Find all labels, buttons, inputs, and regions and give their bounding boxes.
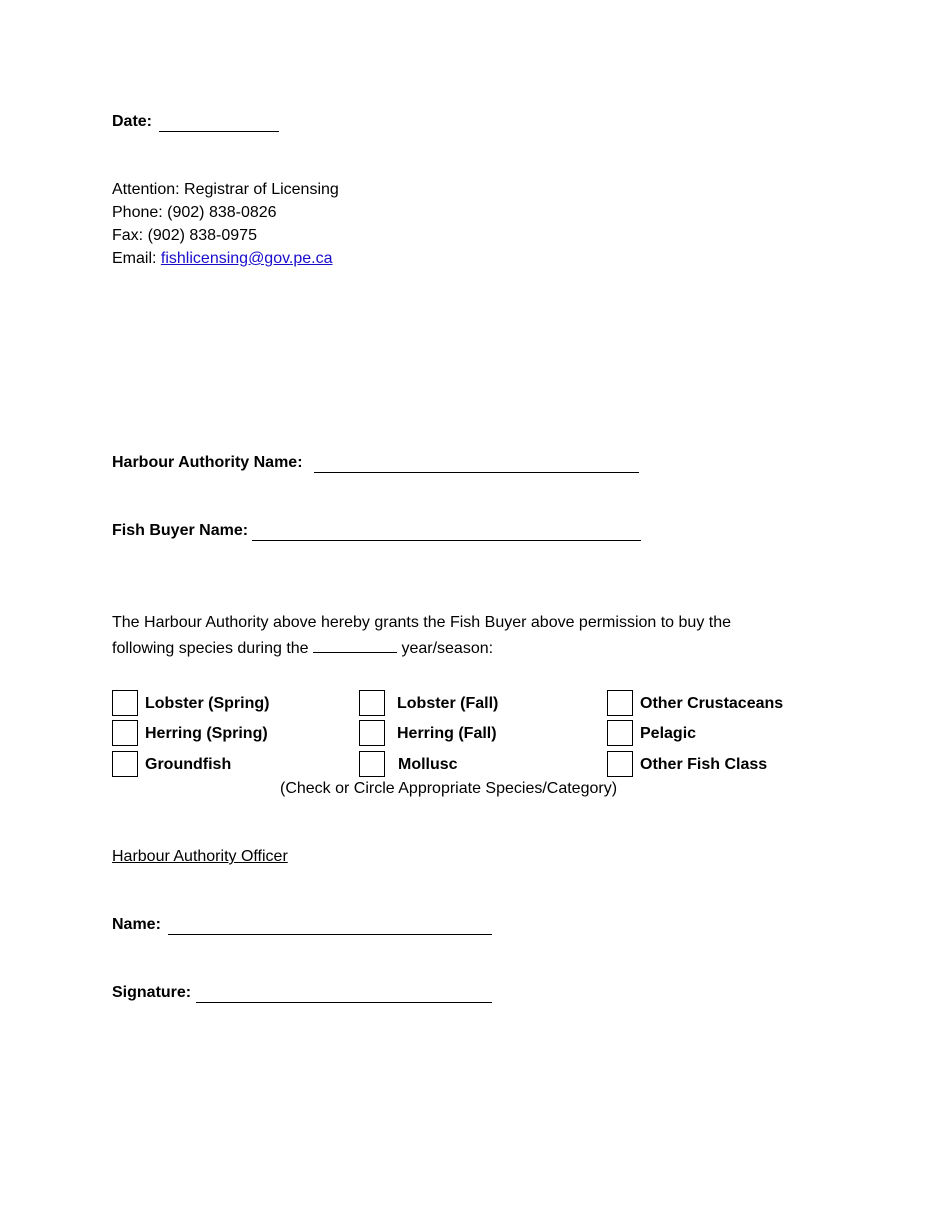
checkbox-pelagic[interactable] bbox=[607, 720, 633, 746]
checkbox-mollusc[interactable] bbox=[359, 751, 385, 777]
species-label-herring-spring: Herring (Spring) bbox=[145, 725, 268, 742]
species-label-lobster-spring: Lobster (Spring) bbox=[145, 695, 270, 712]
checkbox-lobster-spring[interactable] bbox=[112, 690, 138, 716]
statement-line-2-suffix: year/season: bbox=[397, 640, 494, 657]
harbour-authority-name-field[interactable] bbox=[314, 472, 639, 473]
date-label: Date: bbox=[112, 113, 153, 130]
checkbox-other-crustaceans[interactable] bbox=[607, 690, 633, 716]
email-line bbox=[112, 247, 333, 270]
statement-line-1: The Harbour Authority above hereby grants the Fish Buyer above permission to buy the bbox=[112, 614, 732, 631]
species-label-pelagic: Pelagic bbox=[640, 725, 697, 742]
fax-line: Fax: (902) 838-0975 bbox=[112, 227, 257, 244]
statement-line-2 bbox=[112, 636, 493, 662]
email-link[interactable]: fishlicensing@gov.pe.ca bbox=[160, 250, 333, 267]
phone-line: Phone: (902) 838-0826 bbox=[112, 204, 277, 221]
species-label-groundfish: Groundfish bbox=[145, 756, 232, 773]
species-label-mollusc: Mollusc bbox=[398, 756, 458, 773]
species-label-other-fish-class: Other Fish Class bbox=[640, 756, 768, 773]
species-label-other-crustaceans: Other Crustaceans bbox=[640, 695, 784, 712]
checkbox-other-fish-class[interactable] bbox=[607, 751, 633, 777]
officer-name-label: Name: bbox=[112, 916, 161, 933]
fish-buyer-name-field[interactable] bbox=[252, 540, 641, 541]
fish-buyer-name-label: Fish Buyer Name: bbox=[112, 522, 249, 539]
checkbox-herring-fall[interactable] bbox=[359, 720, 385, 746]
species-instruction-note: (Check or Circle Appropriate Species/Category) bbox=[280, 780, 618, 797]
statement-line-2-prefix: following species during the bbox=[112, 640, 314, 657]
harbour-authority-name-label: Harbour Authority Name: bbox=[112, 454, 303, 471]
officer-heading: Harbour Authority Officer bbox=[112, 848, 288, 865]
season-field[interactable] bbox=[313, 636, 397, 653]
checkbox-herring-spring[interactable] bbox=[112, 720, 138, 746]
email-label: Email: bbox=[112, 250, 161, 267]
officer-signature-field[interactable] bbox=[196, 1002, 492, 1003]
checkbox-lobster-fall[interactable] bbox=[359, 690, 385, 716]
species-label-herring-fall: Herring (Fall) bbox=[397, 725, 497, 742]
officer-signature-label: Signature: bbox=[112, 984, 192, 1001]
date-field[interactable] bbox=[159, 131, 279, 132]
officer-name-field[interactable] bbox=[168, 934, 492, 935]
checkbox-groundfish[interactable] bbox=[112, 751, 138, 777]
attention-line: Attention: Registrar of Licensing bbox=[112, 181, 339, 198]
species-label-lobster-fall: Lobster (Fall) bbox=[397, 695, 499, 712]
